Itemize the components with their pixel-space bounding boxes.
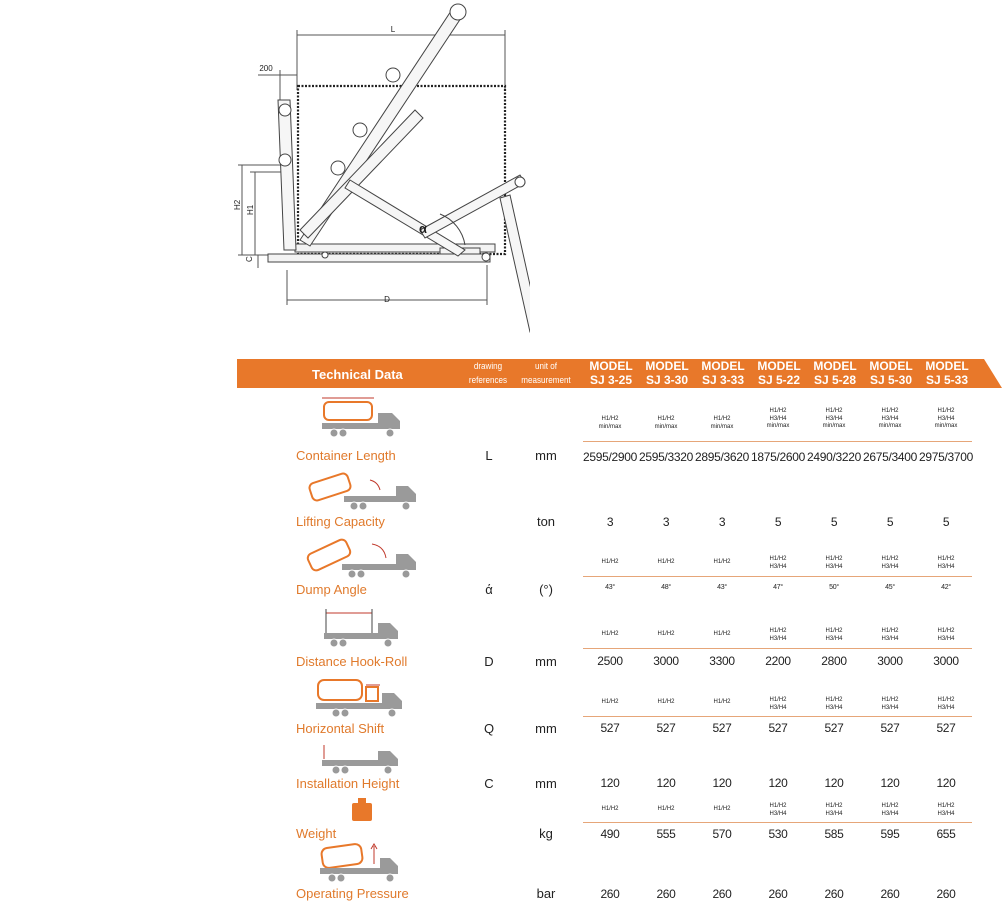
value-cell: 45° (885, 584, 895, 591)
technical-data-title: Technical Data (312, 367, 403, 382)
row-sub-label: H1/H2 H3/H4 (881, 556, 899, 570)
row-sub-label: H1/H2 (657, 806, 675, 812)
row-ref: ά (485, 582, 493, 597)
row-sub-label: H1/H2 H3/H4 (881, 697, 899, 711)
row-label-operating-pressure: Operating Pressure (296, 886, 409, 901)
hooklift-technical-drawing (230, 0, 530, 350)
model-heading: MODEL SJ 3-25 (589, 359, 633, 387)
row-sub-label: H1/H2 (601, 559, 619, 565)
value-cell: 260 (656, 887, 676, 901)
row-label-dump-angle: Dump Angle (296, 582, 367, 597)
row-sub-label: H1/H2 H3/H4 (769, 803, 787, 817)
row-unit: mm (535, 776, 557, 791)
row-sub-label: H1/H2 H3/H4 (937, 697, 955, 711)
unit-of-measurement-heading: unit of measurement (521, 361, 571, 386)
value-cell: 120 (712, 776, 732, 790)
row-sub-label: H1/H2 H3/H4 (825, 556, 843, 570)
value-cell: 120 (768, 776, 788, 790)
row-sub-label: H1/H2 min/max (710, 416, 734, 430)
value-cell: 570 (712, 827, 732, 841)
row-sub-label: H1/H2 (657, 699, 675, 705)
value-cell: 5 (774, 515, 782, 529)
row-sub-label: H1/H2 H3/H4 min/max (766, 408, 790, 429)
value-cell: 42° (941, 584, 951, 591)
value-cell: 530 (768, 827, 788, 841)
value-cell: 3000 (877, 654, 903, 668)
value-cell: 260 (600, 887, 620, 901)
value-cell: 2200 (765, 654, 791, 668)
row-sub-label: H1/H2 (601, 699, 619, 705)
row-ref: L (485, 448, 493, 463)
value-cell: 655 (936, 827, 956, 841)
row-sub-label: H1/H2 (713, 699, 731, 705)
value-cell: 2595/2900 (582, 450, 638, 464)
value-cell: 3 (718, 515, 726, 529)
row-sub-label: H1/H2 H3/H4 (769, 697, 787, 711)
row-sub-label: H1/H2 H3/H4 min/max (878, 408, 902, 429)
row-sub-label: H1/H2 H3/H4 (881, 628, 899, 642)
weight-icon (351, 798, 373, 822)
horizontal-shift-icon (314, 675, 408, 721)
value-cell: 3 (662, 515, 670, 529)
model-heading: MODEL SJ 5-28 (813, 359, 857, 387)
value-cell: 120 (936, 776, 956, 790)
dim-200-label: 200 (259, 64, 273, 73)
value-cell: 3 (606, 515, 614, 529)
value-cell: 5 (886, 515, 894, 529)
row-sub-label: H1/H2 (657, 559, 675, 565)
row-sub-label: H1/H2 (713, 631, 731, 637)
model-heading: MODEL SJ 5-22 (757, 359, 801, 387)
row-sub-label: H1/H2 H3/H4 (937, 803, 955, 817)
value-cell: 43° (605, 584, 615, 591)
row-unit: mm (535, 448, 557, 463)
value-cell: 3000 (933, 654, 959, 668)
row-divider (583, 441, 972, 442)
value-cell: 260 (768, 887, 788, 901)
row-label-container-length: Container Length (296, 448, 396, 463)
row-ref: Q (483, 721, 495, 736)
dim-h1-label: H1 (246, 204, 255, 215)
row-sub-label: H1/H2 H3/H4 (769, 628, 787, 642)
value-cell: 47° (773, 584, 783, 591)
value-cell: 260 (880, 887, 900, 901)
row-sub-label: H1/H2 (657, 631, 675, 637)
value-cell: 527 (600, 721, 620, 735)
row-sub-label: H1/H2 H3/H4 (769, 556, 787, 570)
row-sub-label: H1/H2 (601, 631, 619, 637)
value-cell: 260 (936, 887, 956, 901)
value-cell: 260 (712, 887, 732, 901)
value-cell: 527 (656, 721, 676, 735)
value-cell: 1875/2600 (750, 450, 806, 464)
value-cell: 2490/3220 (806, 450, 862, 464)
row-sub-label: H1/H2 H3/H4 (825, 697, 843, 711)
drawing-references-heading: drawing references (468, 361, 508, 386)
dump-angle-icon (304, 536, 418, 582)
value-cell: 527 (936, 721, 956, 735)
value-cell: 260 (824, 887, 844, 901)
row-sub-label: H1/H2 min/max (598, 416, 622, 430)
value-cell: 2500 (597, 654, 623, 668)
row-sub-label: H1/H2 min/max (654, 416, 678, 430)
row-sub-label: H1/H2 H3/H4 (937, 628, 955, 642)
row-unit: ton (536, 514, 556, 529)
value-cell: 120 (880, 776, 900, 790)
dim-d-label: D (384, 295, 390, 304)
dim-c-label: C (245, 256, 254, 262)
value-cell: 5 (830, 515, 838, 529)
row-unit: (°) (539, 582, 553, 597)
row-unit: mm (535, 654, 557, 669)
distance-hook-roll-icon (322, 605, 402, 651)
dim-h2-label: H2 (233, 199, 242, 210)
row-divider (583, 648, 972, 649)
row-divider (583, 576, 972, 577)
value-cell: 120 (600, 776, 620, 790)
row-label-installation-height: Installation Height (296, 776, 400, 791)
model-heading: MODEL SJ 3-33 (701, 359, 745, 387)
row-label-distance-hook-roll: Distance Hook-Roll (296, 654, 408, 669)
value-cell: 2975/3700 (918, 450, 974, 464)
value-cell: 3000 (653, 654, 679, 668)
angle-alpha-label: α (419, 221, 427, 236)
container-length-icon (320, 395, 404, 441)
row-sub-label: H1/H2 H3/H4 (825, 628, 843, 642)
value-cell: 527 (712, 721, 732, 735)
row-sub-label: H1/H2 H3/H4 min/max (822, 408, 846, 429)
row-divider (583, 822, 972, 823)
row-ref: D (484, 654, 494, 669)
value-cell: 527 (768, 721, 788, 735)
value-cell: 2675/3400 (862, 450, 918, 464)
value-cell: 2595/3320 (638, 450, 694, 464)
row-sub-label: H1/H2 (601, 806, 619, 812)
value-cell: 585 (824, 827, 844, 841)
value-cell: 120 (656, 776, 676, 790)
technical-data-header (237, 359, 1002, 388)
value-cell: 2895/3620 (694, 450, 750, 464)
lifting-capacity-icon (304, 468, 418, 514)
value-cell: 5 (942, 515, 950, 529)
value-cell: 555 (656, 827, 676, 841)
operating-pressure-icon (318, 840, 402, 886)
row-sub-label: H1/H2 (713, 806, 731, 812)
row-sub-label: H1/H2 H3/H4 min/max (934, 408, 958, 429)
value-cell: 490 (600, 827, 620, 841)
row-unit: bar (536, 886, 556, 901)
value-cell: 595 (880, 827, 900, 841)
row-sub-label: H1/H2 H3/H4 (937, 556, 955, 570)
row-label-weight: Weight (296, 826, 337, 841)
row-unit: mm (535, 721, 557, 736)
value-cell: 120 (824, 776, 844, 790)
dim-l-label: L (390, 25, 396, 34)
value-cell: 2800 (821, 654, 847, 668)
model-heading: MODEL SJ 3-30 (645, 359, 689, 387)
value-cell: 48° (661, 584, 671, 591)
model-heading: MODEL SJ 5-33 (925, 359, 969, 387)
value-cell: 527 (824, 721, 844, 735)
value-cell: 527 (880, 721, 900, 735)
value-cell: 50° (829, 584, 839, 591)
row-ref: C (484, 776, 494, 791)
row-label-horizontal-shift: Horizontal Shift (296, 721, 385, 736)
row-sub-label: H1/H2 H3/H4 (825, 803, 843, 817)
row-label-lifting-capacity: Lifting Capacity (296, 514, 385, 529)
model-heading: MODEL SJ 5-30 (869, 359, 913, 387)
value-cell: 3300 (709, 654, 735, 668)
row-sub-label: H1/H2 H3/H4 (881, 803, 899, 817)
row-sub-label: H1/H2 (713, 559, 731, 565)
value-cell: 43° (717, 584, 727, 591)
row-divider (583, 716, 972, 717)
installation-height-icon (320, 743, 404, 777)
row-unit: kg (539, 826, 553, 841)
